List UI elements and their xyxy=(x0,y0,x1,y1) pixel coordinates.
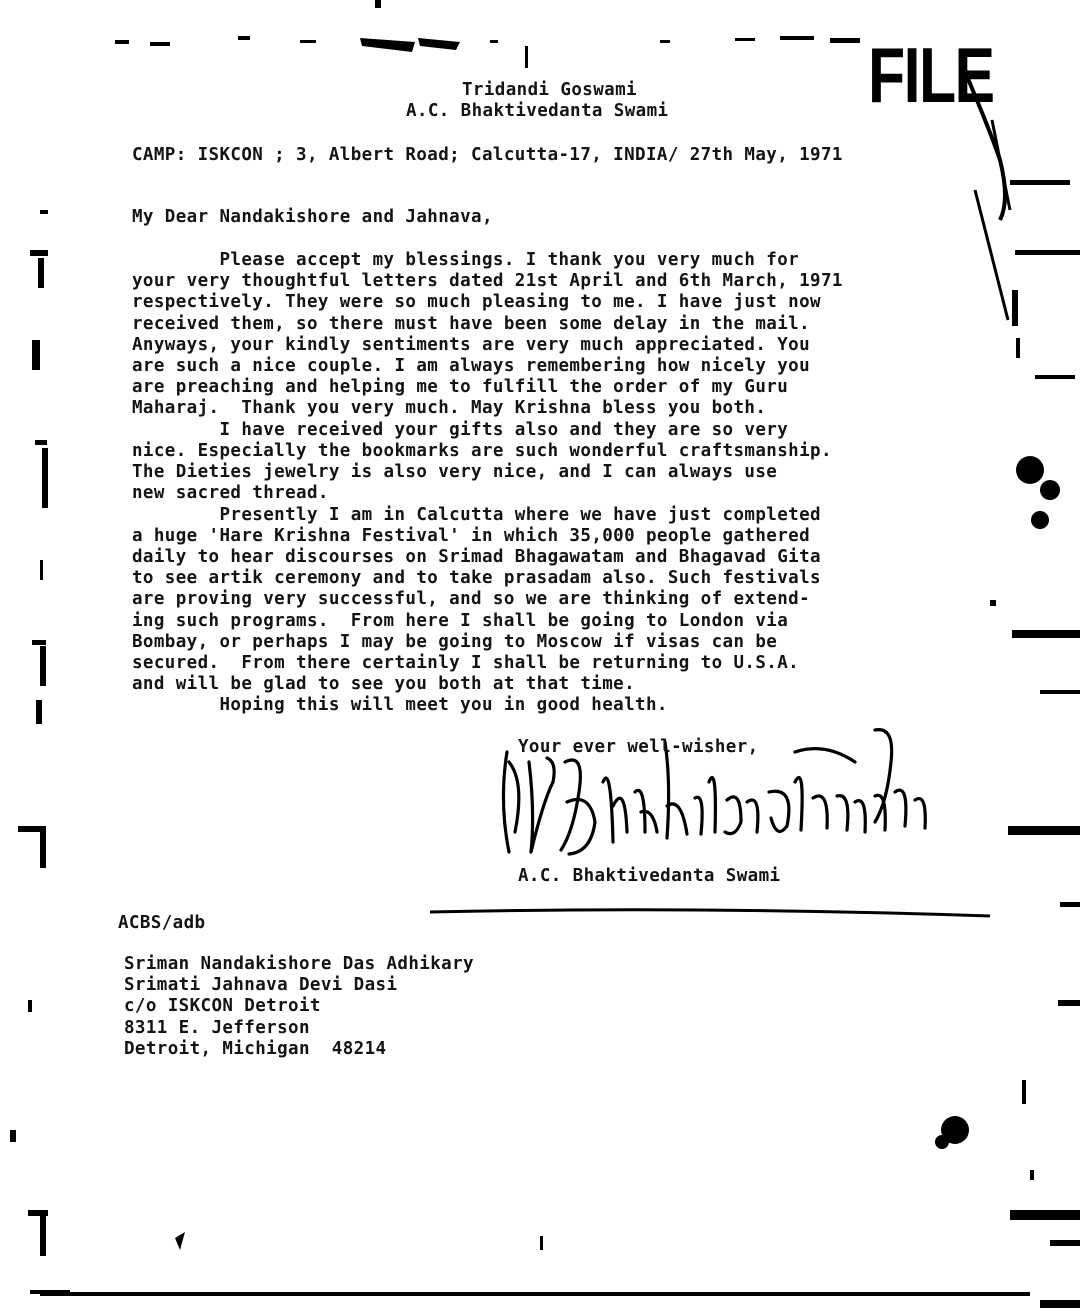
body-line: Please accept my blessings. I thank you very much for xyxy=(132,250,800,270)
body-line: secured. From there certainly I shall be returning to U.S.A. xyxy=(132,653,800,673)
letterhead-name: A.C. Bhaktivedanta Swami xyxy=(406,101,669,121)
body-line: respectively. They were so much pleasing to me. I have just now xyxy=(132,292,821,312)
body-line: Bombay, or perhaps I may be going to Moscow if visas can be xyxy=(132,632,778,652)
salutation: My Dear Nandakishore and Jahnava, xyxy=(132,207,493,227)
body-line: to see artik ceremony and to take prasadam also. Such festivals xyxy=(132,568,821,588)
body-line: received them, so there must have been some delay in the mail. xyxy=(132,314,811,334)
body-line: daily to hear discourses on Srimad Bhagawatam and Bhagavad Gita xyxy=(132,547,821,567)
address-line: Sriman Nandakishore Das Adhikary xyxy=(124,954,474,974)
body-line: new sacred thread. xyxy=(132,483,329,503)
body-line: nice. Especially the bookmarks are such wonderful craftsmanship. xyxy=(132,441,832,461)
letterhead-title: Tridandi Goswami xyxy=(462,80,637,100)
camp-address-date: CAMP: ISKCON ; 3, Albert Road; Calcutta-17, INDIA/ 27th May, 1971 xyxy=(132,145,843,165)
body-line: and will be glad to see you both at that time. xyxy=(132,674,636,694)
body-line: I have received your gifts also and they are so very xyxy=(132,420,789,440)
reference-initials: ACBS/adb xyxy=(118,913,206,933)
body-line: are preaching and helping me to fulfill the order of my Guru xyxy=(132,377,789,397)
body-line: are such a nice couple. I am always remembering how nicely you xyxy=(132,356,811,376)
body-line: Anyways, your kindly sentiments are very much appreciated. You xyxy=(132,335,811,355)
file-stamp: FILE xyxy=(868,31,994,119)
body-line: Presently I am in Calcutta where we have just completed xyxy=(132,505,821,525)
body-line: The Dieties jewelry is also very nice, and I can always use xyxy=(132,462,778,482)
address-line: Srimati Jahnava Devi Dasi xyxy=(124,975,398,995)
address-line: 8311 E. Jefferson xyxy=(124,1018,310,1038)
address-line: c/o ISKCON Detroit xyxy=(124,996,321,1016)
body-line: a huge 'Hare Krishna Festival' in which 35,000 people gathered xyxy=(132,526,811,546)
body-line: your very thoughtful letters dated 21st April and 6th March, 1971 xyxy=(132,271,843,291)
closing: Your ever well-wisher, xyxy=(518,737,759,757)
signature-name: A.C. Bhaktivedanta Swami xyxy=(518,866,781,886)
body-line: ing such programs. From here I shall be going to London via xyxy=(132,611,789,631)
body-line: Maharaj. Thank you very much. May Krishna bless you both. xyxy=(132,398,767,418)
body-line: are proving very successful, and so we are thinking of extend- xyxy=(132,589,811,609)
address-line: Detroit, Michigan 48214 xyxy=(124,1039,387,1059)
body-line: Hoping this will meet you in good health. xyxy=(132,695,668,715)
